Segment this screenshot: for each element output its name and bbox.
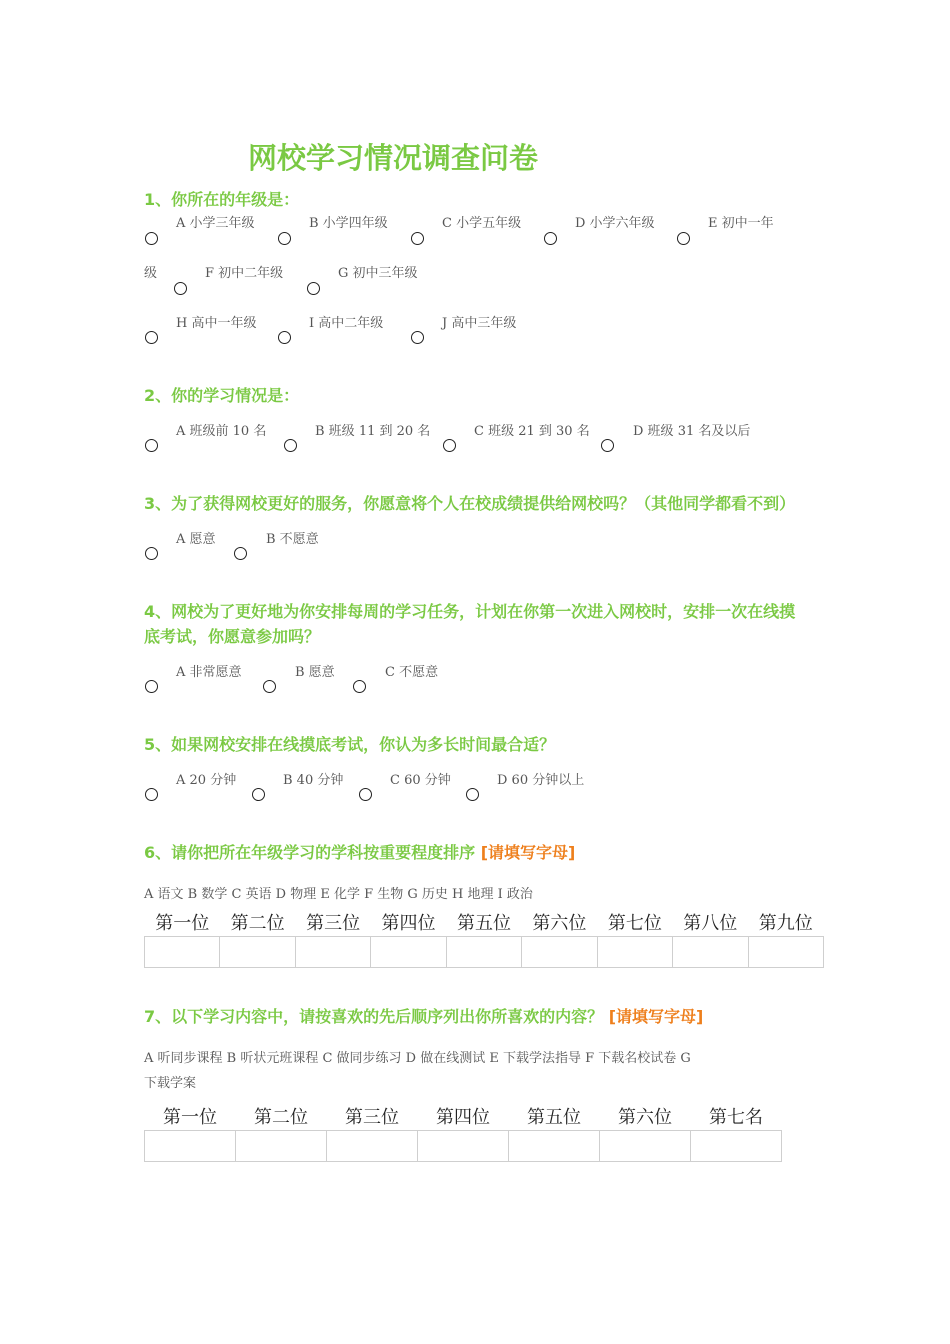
q6-rank-head-7: 第七位 [607,913,662,934]
q7-rank-head-3: 第三位 [345,1107,399,1128]
q5-radio-c[interactable] [359,788,372,801]
q3-radio-a[interactable] [145,547,158,560]
q4-option-b: B 愿意 [295,665,335,680]
question-7-text: 7、以下学习内容中，请按喜欢的先后顺序列出你所喜欢的内容？ [144,1007,604,1026]
q2-radio-b[interactable] [284,439,297,452]
q6-rank-header-row [145,908,824,937]
q6-rank-head-9: 第九位 [758,913,813,934]
q1-option-d: D 小学六年级 [575,216,655,231]
q4-radio-b[interactable] [263,680,276,693]
q1-option-e: E 初中一年 [708,216,774,231]
q7-rank-input-3[interactable] [327,1131,418,1162]
question-6-label [144,840,575,863]
question-2-label: 2、你的学习情况是： [144,386,300,405]
question-4-label-line2: 底考试，你愿意参加吗？ [144,627,321,646]
q5-radio-a[interactable] [145,788,158,801]
q1-radio-g[interactable] [307,282,320,295]
q7-rank-head-1: 第一位 [163,1107,217,1128]
q2-option-d: D 班级 31 名及以后 [633,424,751,439]
q1-radio-e[interactable] [677,232,690,245]
q6-rank-head-4: 第四位 [381,913,436,934]
q3-option-b: B 不愿意 [266,532,319,547]
q7-items-line1: A 听同步课程 B 听状元班课程 C 做同步练习 D 做在线测试 E 下载学法指导 F 下载名校试卷 G [144,1051,691,1066]
q6-rank-head-2: 第二位 [230,913,285,934]
q2-option-c: C 班级 21 到 30 名 [474,424,590,439]
q6-rank-input-5[interactable] [446,937,521,968]
q1-radio-j[interactable] [411,331,424,344]
q1-option-f: F 初中二年级 [205,266,284,281]
q7-rank-input-row [145,1131,782,1162]
q1-radio-f[interactable] [174,282,187,295]
q1-option-g: G 初中三年级 [338,266,418,281]
q7-rank-table [144,1102,782,1162]
q1-option-j: J 高中三年级 [442,316,517,331]
q6-rank-head-8: 第八位 [683,913,738,934]
q4-option-a: A 非常愿意 [176,665,242,680]
q2-radio-a[interactable] [145,439,158,452]
q5-option-b: B 40 分钟 [283,773,344,788]
q7-rank-input-6[interactable] [600,1131,691,1162]
q2-radio-d[interactable] [601,439,614,452]
q1-radio-c[interactable] [411,232,424,245]
q6-rank-table [144,908,824,968]
q6-rank-input-2[interactable] [220,937,295,968]
q7-rank-input-5[interactable] [509,1131,600,1162]
q3-option-a: A 愿意 [176,532,216,547]
question-6-text: 6、请你把所在年级学习的学科按重要程度排序 [144,843,476,862]
q5-radio-d[interactable] [466,788,479,801]
q6-subject-list: A 语文 B 数学 C 英语 D 物理 E 化学 F 生物 G 历史 H 地理 I 政治 [144,887,533,902]
question-3-label: 3、为了获得网校更好的服务，你愿意将个人在校成绩提供给网校吗？（其他同学都看不到） [144,494,796,513]
q7-rank-head-4: 第四位 [436,1107,490,1128]
q7-rank-input-4[interactable] [418,1131,509,1162]
q1-radio-i[interactable] [278,331,291,344]
q1-radio-h[interactable] [145,331,158,344]
q6-rank-head-6: 第六位 [532,913,587,934]
q7-rank-input-2[interactable] [236,1131,327,1162]
q5-radio-b[interactable] [252,788,265,801]
q7-rank-head-7: 第七名 [709,1107,763,1128]
q5-option-c: C 60 分钟 [390,773,451,788]
q5-option-a: A 20 分钟 [176,773,237,788]
q6-rank-input-1[interactable] [145,937,220,968]
question-4-label-line1: 4、网校为了更好地为你安排每周的学习任务，计划在你第一次进入网校时，安排一次在线摸 [144,602,796,621]
q7-rank-head-6: 第六位 [618,1107,672,1128]
question-5-label: 5、如果网校安排在线摸底考试，你认为多长时间最合适？ [144,735,556,754]
q6-rank-input-row [145,937,824,968]
q1-radio-a[interactable] [145,232,158,245]
q6-rank-head-5: 第五位 [456,913,511,934]
q1-radio-b[interactable] [278,232,291,245]
q7-rank-input-7[interactable] [691,1131,782,1162]
q4-option-c: C 不愿意 [385,665,439,680]
q6-rank-input-8[interactable] [673,937,748,968]
q7-rank-input-1[interactable] [145,1131,236,1162]
q2-option-b: B 班级 11 到 20 名 [315,424,431,439]
survey-title: 网校学习情况调查问卷 [248,141,539,175]
q5-option-d: D 60 分钟以上 [497,773,585,788]
q7-rank-head-2: 第二位 [254,1107,308,1128]
q6-rank-input-6[interactable] [522,937,597,968]
q6-rank-head-1: 第一位 [155,913,210,934]
q7-rank-header-row [145,1102,782,1131]
q1-wrap-text: 级 [144,266,158,281]
q1-option-c: C 小学五年级 [442,216,522,231]
q6-rank-input-3[interactable] [295,937,370,968]
question-7-label [144,1004,703,1027]
q4-radio-a[interactable] [145,680,158,693]
question-7-note: [请填写字母] [608,1007,704,1026]
q3-radio-b[interactable] [234,547,247,560]
q1-radio-d[interactable] [544,232,557,245]
q6-rank-input-9[interactable] [748,937,824,968]
q6-rank-head-3: 第三位 [306,913,361,934]
q1-option-a: A 小学三年级 [176,216,255,231]
q7-items-line2: 下载学案 [144,1076,197,1091]
q1-option-h: H 高中一年级 [176,316,257,331]
q4-radio-c[interactable] [353,680,366,693]
q6-rank-input-4[interactable] [371,937,446,968]
q2-option-a: A 班级前 10 名 [176,424,267,439]
q1-option-i: I 高中二年级 [309,316,384,331]
q1-option-b: B 小学四年级 [309,216,388,231]
q7-rank-head-5: 第五位 [527,1107,581,1128]
question-6-note: [请填写字母] [480,843,576,862]
q6-rank-input-7[interactable] [597,937,672,968]
q2-radio-c[interactable] [443,439,456,452]
question-1-label: 1、你所在的年级是： [144,190,300,209]
